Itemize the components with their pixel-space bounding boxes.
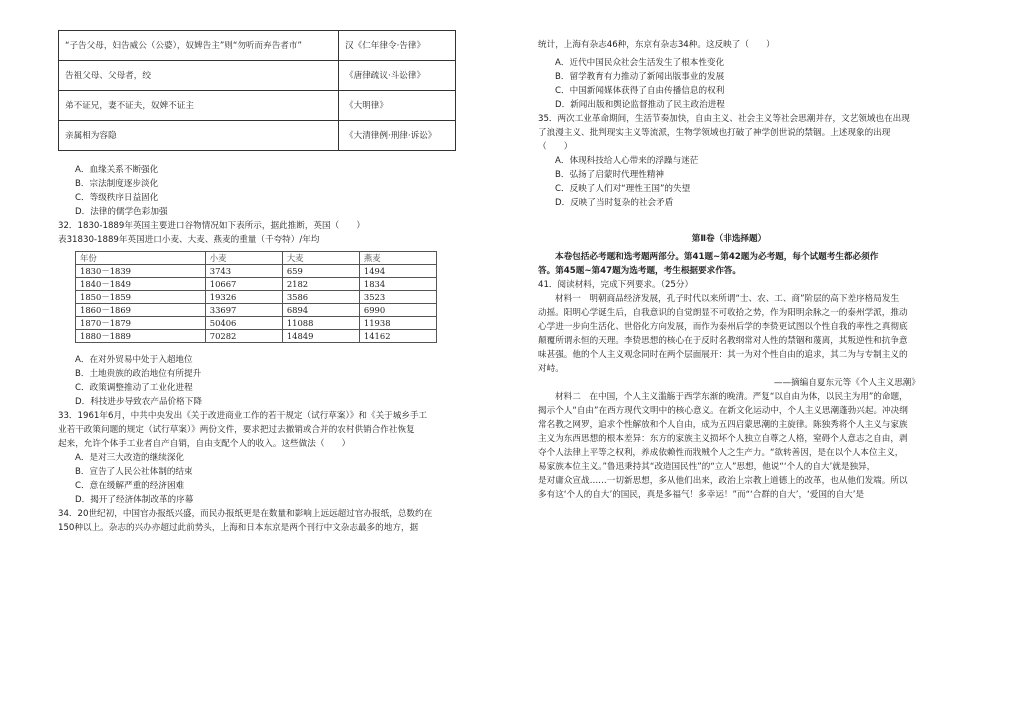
q34-option: D．新闻出版和舆论监督推动了民主政治进程 — [555, 100, 725, 110]
grain-cell: 10667 — [205, 278, 282, 291]
grain-cell: 3586 — [282, 291, 359, 304]
grain-header-cell: 大麦 — [282, 252, 359, 265]
q32-option: D．科技进步导致农产品价格下降 — [75, 397, 202, 407]
grain-table-row — [76, 304, 437, 317]
grain-cell: 1830－1839 — [76, 265, 206, 278]
q32-option: C．政策调整推动了工业化进程 — [75, 383, 193, 393]
grain-header-cell: 小麦 — [205, 252, 282, 265]
q41-stem: 41．阅读材料，完成下列要求。（25分） — [538, 280, 694, 290]
q31-option: A．血缘关系不断强化 — [75, 165, 159, 175]
part2-intro-1: 本卷包括必考题和选考题两部分。第41题~第42题为必考题，每个试题考生都必须作 — [555, 252, 879, 262]
law-content-cell: 亲属相为容隐 — [59, 121, 339, 151]
grain-table-row — [76, 278, 437, 291]
q33-line: 33．1961年6月，中共中央发出《关于改进商业工作的若干规定（试行草案）》和《关于城乡手工 — [58, 411, 428, 421]
grain-cell: 3743 — [205, 265, 282, 278]
q35-line: 35．两次工业革命期间，生活节奏加快，自由主义、社会主义等社会思潮并存，文艺领域也在出现 — [538, 114, 910, 124]
grain-cell: 1840－1849 — [76, 278, 206, 291]
material-one-line: 动摇。阳明心学诞生后，自我意识的自觉朗显不可收拾之势，作为阳明余脉之一的泰州学派，推动 — [538, 308, 908, 318]
law-table — [58, 30, 456, 151]
q33-option: D．揭开了经济体制改革的序幕 — [75, 495, 194, 505]
q34-option: A．近代中国民众社会生活发生了根本性变化 — [555, 58, 725, 68]
material-two-line: 揭示个人“自由”在西方现代文明中的核心意义。在新文化运动中，个人主义思潮蓬勃兴起。冲决纲 — [538, 406, 908, 416]
grain-cell: 1880－1889 — [76, 330, 206, 343]
material-two-line: 易家族本位主义。”鲁迅秉持其“改造国民性”的“立人”思想，他说“‘个人的自大’就是独异， — [538, 462, 876, 472]
grain-cell: 1834 — [359, 278, 436, 291]
grain-cell: 50406 — [205, 317, 282, 330]
grain-table-row — [76, 317, 437, 330]
law-content-cell: 告祖父母、父母者，绞 — [59, 61, 339, 91]
q34-line: 150种以上。杂志的兴办亦超过此前势头，上海和日本东京是两个刊行中文杂志最多的地方，据 — [58, 523, 419, 533]
grain-cell: 659 — [282, 265, 359, 278]
grain-cell: 14849 — [282, 330, 359, 343]
q31-option: D．法律的儒学色彩加强 — [75, 207, 168, 217]
law-source-cell: 汉《仁年律令·告律》 — [339, 31, 456, 61]
q34-option: B．留学教育有力推动了新闻出版事业的发展 — [555, 72, 725, 82]
right-column — [538, 38, 920, 502]
material-one-line: 颠覆所谓永恒的天理。李贽思想的核心在于反时名教纲常对人性的禁锢和蔑离，其叛逆性和抗争意 — [538, 336, 908, 346]
q33-line: 业若干政策问题的规定（试行草案）》两份文件，要求把过去撤销或合并的农村供销合作社恢复 — [58, 425, 415, 435]
q31-option: C．等级秩序日益固化 — [75, 193, 159, 203]
q33-option: B．宣告了人民公社体制的结束 — [75, 467, 193, 477]
grain-import-table — [75, 251, 437, 343]
q34-stem — [58, 507, 456, 535]
material-two-line: 常名教之网罗，追求个性解放和个人自由，成为五四启蒙思潮的主旋律。陈独秀将个人主义与家族 — [538, 420, 908, 430]
q35-option: C．反映了人们对“理性王国”的失望 — [555, 184, 691, 194]
grain-table-row — [76, 330, 437, 343]
q33-option: C．意在缓解严重的经济困难 — [75, 481, 185, 491]
q32-stem: 32．1830-1889年英国主要进口谷物情况如下表所示，据此推断，英国（ ） — [58, 221, 365, 231]
law-content-cell: “子告父母，妇告威公（公婆），奴婢告主”则“勿听而弃告者市” — [59, 31, 339, 61]
grain-cell: 1870－1879 — [76, 317, 206, 330]
q35-option: A．体现科技给人心带来的浮躁与迷茫 — [555, 156, 699, 166]
law-table-row — [59, 91, 456, 121]
law-source-cell: 《唐律疏议·斗讼律》 — [339, 61, 456, 91]
q33-options — [58, 451, 456, 507]
material-two-line: 是对庸众宣战……一切新思想，多从他们出来，政治上宗教上道德上的改革，也从他们发端。所以 — [538, 476, 908, 486]
q33-stem — [58, 409, 456, 451]
material-one-line: 对峙。 — [538, 364, 564, 374]
grain-cell: 33697 — [205, 304, 282, 317]
law-source-cell: 《大明律》 — [339, 91, 456, 121]
q33-option: A．是对三大改造的继续深化 — [75, 453, 185, 463]
left-column — [58, 0, 456, 535]
law-table-row — [59, 31, 456, 61]
q35-option: B．弘扬了启蒙时代理性精神 — [555, 170, 665, 180]
q31-option: B．宗法制度逐步淡化 — [75, 179, 159, 189]
q32-caption: 表31830-1889年英国进口小麦、大麦、燕麦的重量（千夸特）/年均 — [58, 235, 320, 245]
material-one-line: 材料一 明朝商品经济发展，孔子时代以来所谓“士、农、工、商”阶层的高下差序格局发生 — [555, 294, 900, 304]
q32-option: B．土地贵族的政治地位有所提升 — [75, 369, 202, 379]
material-two-line: 主义为东西思想的根本差异：东方的家族主义损坏个人独立自尊之人格，窒碍个人意志之自由，剥 — [538, 434, 908, 444]
grain-cell: 6894 — [282, 304, 359, 317]
q35-line: （ ） — [538, 142, 573, 152]
grain-cell: 11938 — [359, 317, 436, 330]
q35-option: D．反映了当时复杂的社会矛盾 — [555, 198, 674, 208]
part2-title: 第Ⅱ卷（非选择题） — [691, 234, 767, 244]
q32-option: A．在对外贸易中处于入超地位 — [75, 355, 193, 365]
q35-options — [538, 154, 920, 210]
grain-cell: 19326 — [205, 291, 282, 304]
material-two — [538, 390, 920, 502]
material-one-line: 心学进一步向生活化、世俗化方向发展，而作为泰州后学的李贽更试图以个性自我的率性之真彻底 — [538, 322, 908, 332]
grain-cell: 14162 — [359, 330, 436, 343]
law-table-row — [59, 61, 456, 91]
grain-cell: 1850－1859 — [76, 291, 206, 304]
q34-line: 34．20世纪初，中国官办报纸兴盛，而民办报纸更是在数量和影响上远远超过官办报纸，总数约在 — [58, 509, 433, 519]
material-two-line: 材料二 在中国，个人主义滥觞于西学东渐的晚清。严复“以自由为体，以民主为用”的命题， — [555, 392, 908, 402]
grain-header-cell: 燕麦 — [359, 252, 436, 265]
part2-intro-2: 答。第45题~第47题为选考题，考生根据要求作答。 — [538, 266, 741, 276]
material-one-line: 味甚强。他的个人主义观念同时在两个层面展开：其一为对个性自由的追求，其二为与专制主义的 — [538, 350, 908, 360]
grain-cell: 70282 — [205, 330, 282, 343]
grain-cell: 2182 — [282, 278, 359, 291]
q34-options — [538, 56, 920, 112]
q35-stem — [538, 112, 920, 154]
q34-stem-cont: 统计，上海有杂志46种，东京有杂志34种。这反映了（ ） — [538, 40, 775, 50]
grain-cell: 1860－1869 — [76, 304, 206, 317]
law-table-row — [59, 121, 456, 151]
grain-cell: 11088 — [282, 317, 359, 330]
grain-table-row — [76, 265, 437, 278]
grain-table-row — [76, 291, 437, 304]
material-one-source: ——摘编自夏东元等《个人主义思潮》 — [773, 378, 920, 388]
q34-option: C．中国新闻媒体获得了自由传播信息的权利 — [555, 86, 725, 96]
material-two-line: 多有这‘个人的自大’的国民，真是多福气！多幸运！”而“‘合群的自大’，‘爱国的自大’是 — [538, 490, 865, 500]
material-one — [538, 292, 920, 376]
grain-header-cell: 年份 — [76, 252, 206, 265]
law-source-cell: 《大清律例·刑律·诉讼》 — [339, 121, 456, 151]
grain-table-header — [76, 252, 437, 265]
q33-line: 起来，允许个体手工业者自产自销，自由支配个人的收入。这些做法（ ） — [58, 439, 351, 449]
material-two-line: 夺个人法律上平等之权利，养成依赖性而戕贼个人之生产力。“欲转善因，是在以个人本位主义， — [538, 448, 904, 458]
q35-line: 了浪漫主义、批判现实主义等流派，生物学领域也打破了神学创世说的禁锢。上述现象的出现 — [538, 128, 891, 138]
grain-cell: 3523 — [359, 291, 436, 304]
law-content-cell: 弟不证兄，妻不证夫，奴婢不证主 — [59, 91, 339, 121]
q31-options — [58, 163, 456, 219]
grain-cell: 6990 — [359, 304, 436, 317]
q32-options — [58, 353, 456, 409]
grain-cell: 1494 — [359, 265, 436, 278]
